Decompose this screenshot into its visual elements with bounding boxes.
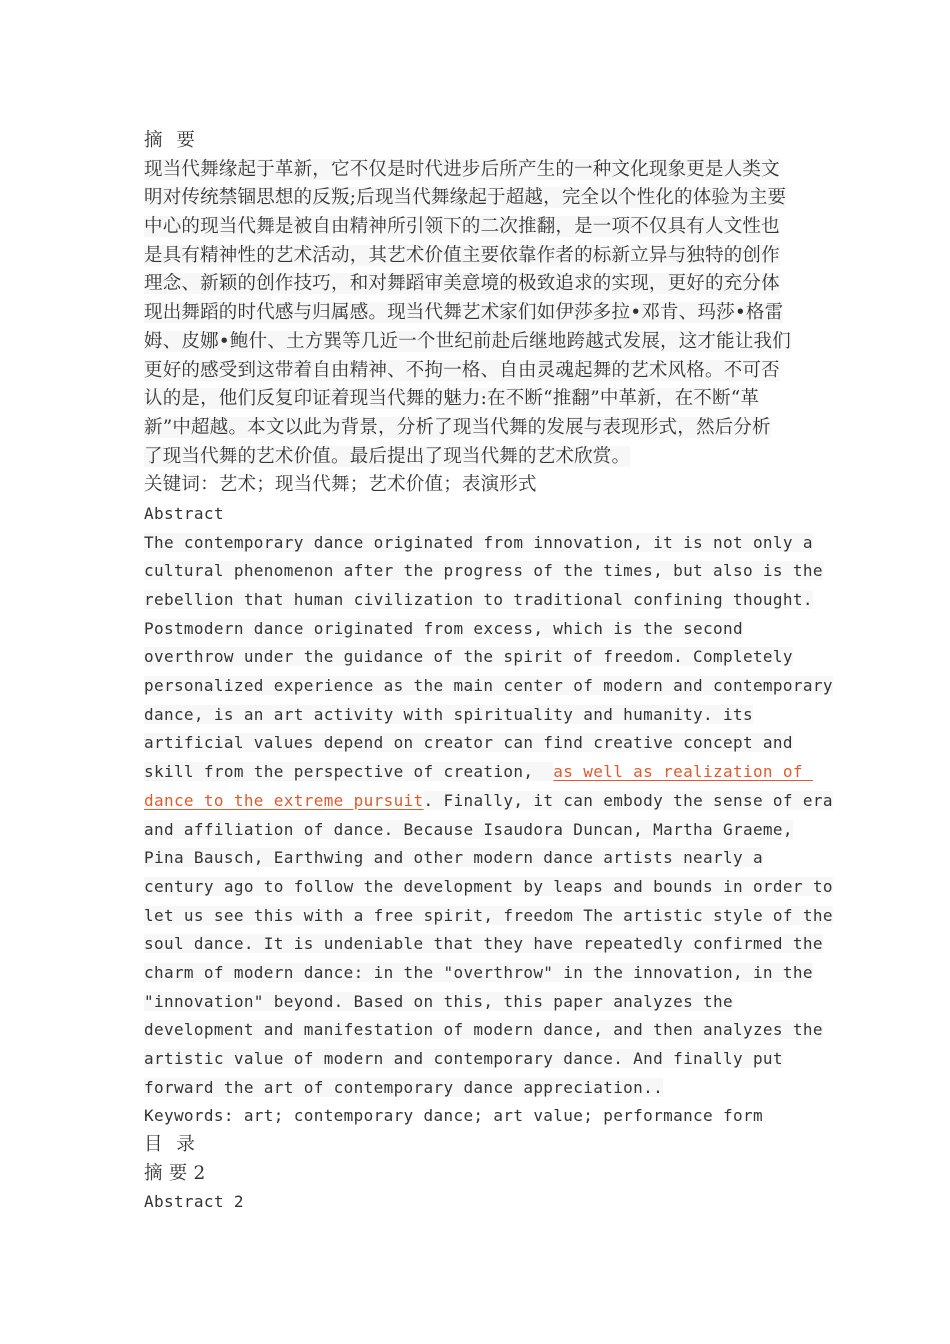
- abstract-en-line: personalized experience as the main center of modern and contemporary: [144, 676, 833, 696]
- abstract-en-line: rebellion that human civilization to traditional confining thought.: [144, 590, 813, 609]
- abstract-cn-line: 新”中超越。本文以此为背景，分析了现当代舞的发展与表现形式，然后分析: [144, 416, 771, 438]
- abstract-en-line: skill from the perspective of creation,: [144, 762, 554, 782]
- abstract-cn-line: 更好的感受到这带着自由精神、不拘一格、自由灵魂起舞的艺术风格。不可否: [144, 359, 780, 381]
- abstract-en-line: dance, is an art activity with spirituality and humanity. its: [144, 704, 753, 724]
- abstract-en-line: . Finally, it can embody the sense of era: [423, 790, 833, 810]
- abstract-cn-line: 现出舞蹈的时代感与归属感。现当代舞艺术家们如伊莎多拉•邓肯、玛莎•格雷: [144, 302, 784, 324]
- abstract-cn-heading: 摘 要: [144, 130, 199, 151]
- abstract-en-line: The contemporary dance originated from innovation, it is not only a: [144, 532, 813, 552]
- abstract-en-line: artificial values depend on creator can find creative concept and: [144, 733, 793, 753]
- keywords-cn: 关键词：艺术；现当代舞；艺术价值；表演形式: [144, 474, 537, 496]
- abstract-en-line: charm of modern dance: in the "overthrow" in the innovation, in the: [144, 962, 813, 982]
- abstract-cn-body: [144, 156, 814, 472]
- abstract-en-line: soul dance. It is undeniable that they have repeatedly confirmed the: [144, 934, 823, 954]
- abstract-cn-line: 是具有精神性的艺术活动，其艺术价值主要依靠作者的标新立异与独特的创作: [144, 244, 780, 266]
- abstract-cn-line: 了现当代舞的艺术价值。最后提出了现当代舞的艺术欣赏。: [144, 445, 631, 467]
- abstract-en-line: artistic value of modern and contemporary dance. And finally put: [144, 1049, 783, 1068]
- abstract-en-body: [144, 529, 833, 1103]
- abstract-en-line: let us see this with a free spirit, freedom The artistic style of the: [144, 905, 833, 925]
- abstract-en-line: "innovation" beyond. Based on this, this paper analyzes the: [144, 991, 733, 1011]
- abstract-en-line: century ago to follow the development by leaps and bounds in order to: [144, 876, 833, 896]
- abstract-en-line: cultural phenomenon after the progress of the times, but also is the: [144, 561, 823, 581]
- abstract-en-line: Postmodern dance originated from excess, which is the second: [144, 618, 743, 638]
- abstract-en-heading: Abstract: [144, 503, 224, 523]
- abstract-cn-line: 理念、新颖的创作技巧，和对舞蹈审美意境的极致追求的实现，更好的充分体: [144, 273, 780, 295]
- toc-heading: 目 录: [144, 1134, 199, 1156]
- abstract-cn-line: 中心的现当代舞是被自由精神所引领下的二次推翻，是一项不仅具有人文性也: [144, 216, 780, 238]
- abstract-en-line: Pina Bausch, Earthwing and other modern dance artists nearly a: [144, 848, 763, 868]
- abstract-cn-line: 现当代舞缘起于革新，它不仅是时代进步后所产生的一种文化现象更是人类文: [144, 158, 780, 180]
- abstract-en-line: and affiliation of dance. Because Isaudora Duncan, Martha Graeme,: [144, 819, 793, 839]
- abstract-en-line: development and manifestation of modern dance, and then analyzes the: [144, 1020, 823, 1040]
- abstract-cn-line: 明对传统禁锢思想的反叛;后现当代舞缘起于超越，完全以个性化的体验为主要: [144, 187, 787, 209]
- document-page: [144, 127, 833, 1217]
- abstract-cn-line: 姆、皮娜•鲍什、土方巽等几近一个世纪前赴后继地跨越式发展，这才能让我们: [144, 330, 791, 352]
- toc-entry[interactable]: Abstract 2: [144, 1192, 244, 1212]
- abstract-en-line: overthrow under the guidance of the spirit of freedom. Completely: [144, 647, 793, 667]
- inline-link[interactable]: dance to the extreme pursuit: [144, 790, 424, 810]
- abstract-cn-line: 认的是，他们反复印证着现当代舞的魅力:在不断“推翻”中革新，在不断“革: [144, 388, 760, 410]
- toc-entry[interactable]: 摘 要 2: [144, 1162, 206, 1184]
- keywords-en: Keywords: art; contemporary dance; art value; performance form: [144, 1106, 763, 1126]
- abstract-en-line: forward the art of contemporary dance appreciation..: [144, 1077, 664, 1097]
- inline-link[interactable]: as well as realization of: [553, 762, 813, 782]
